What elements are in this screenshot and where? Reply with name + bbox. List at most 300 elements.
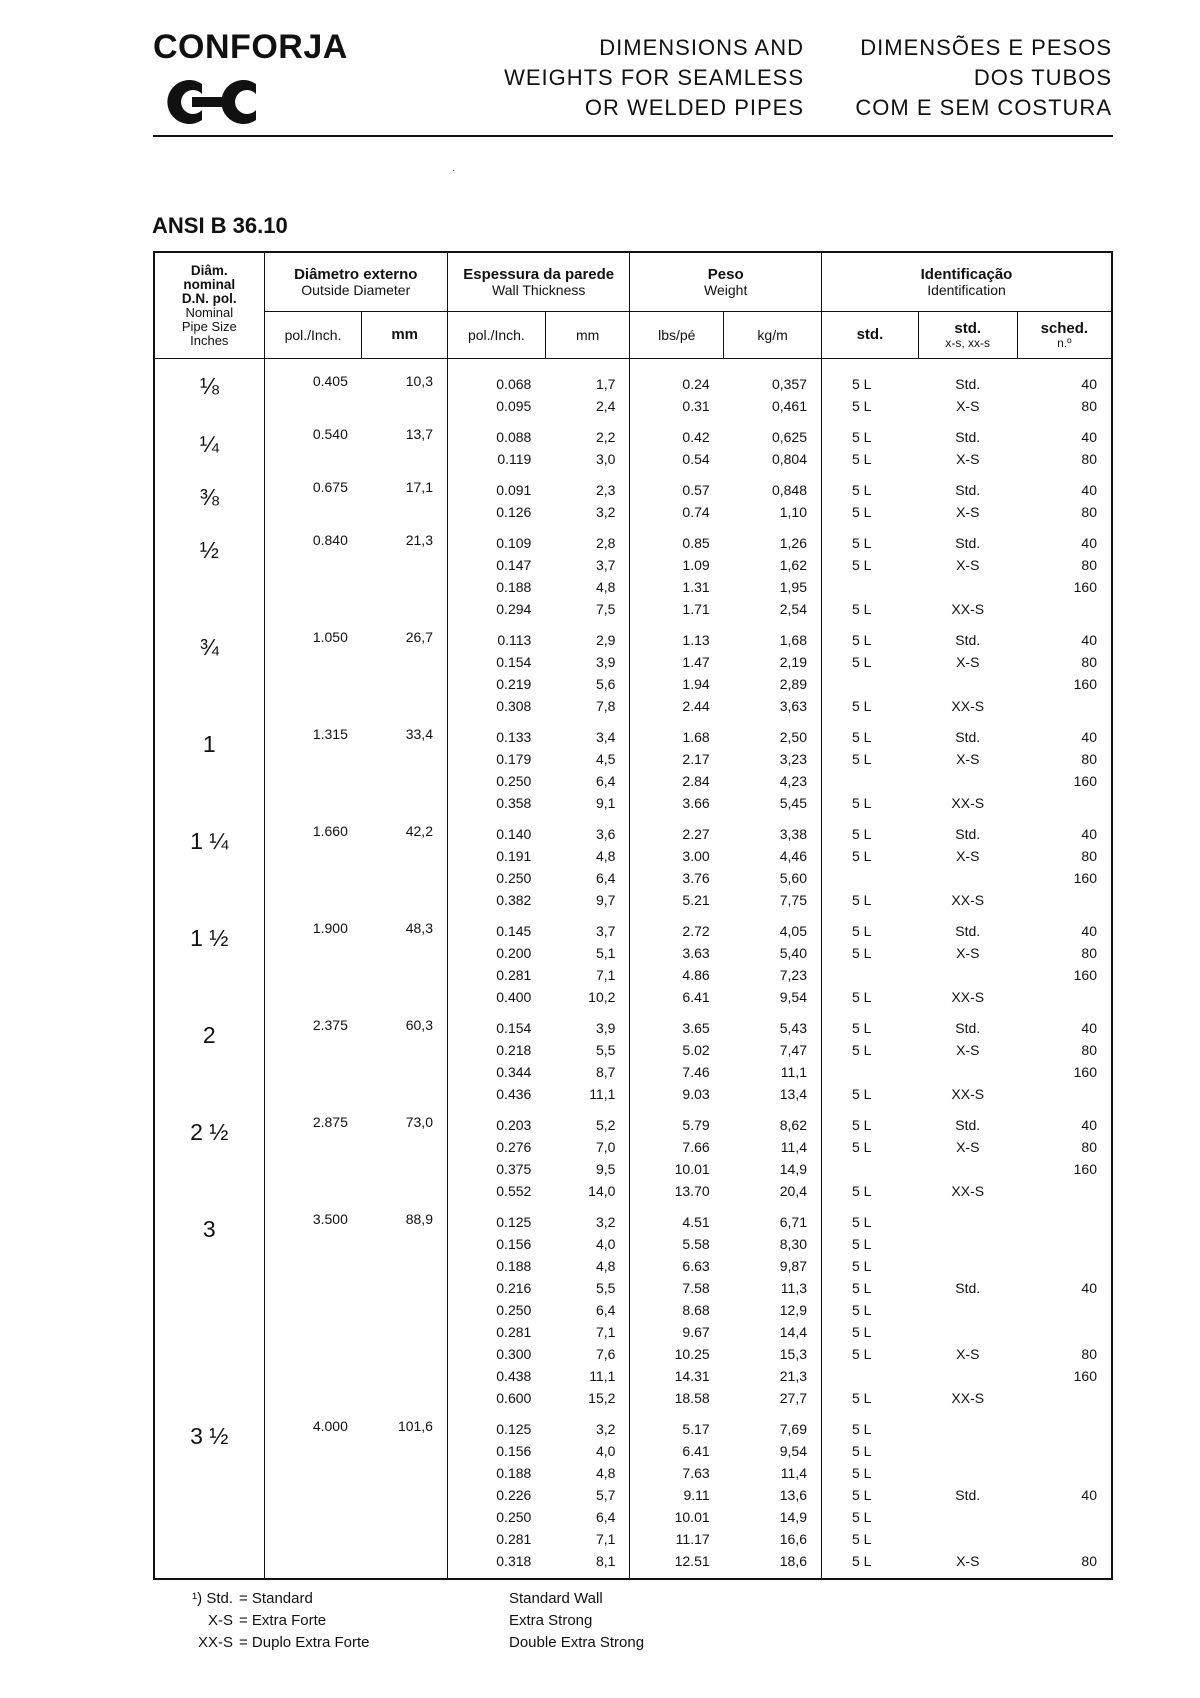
api-standard: 5 L (822, 845, 919, 867)
wall-thickness-inch: 0.156 (447, 1440, 545, 1462)
weight-lbs-ft: 1.94 (630, 673, 724, 695)
weight-kg-m: 5,43 (724, 1008, 822, 1039)
wall-thickness-mm: 2,3 (545, 470, 630, 501)
wall-thickness-inch: 0.179 (447, 748, 545, 770)
nominal-size: 2 ½ (154, 1105, 264, 1202)
footnotes (153, 1588, 644, 1654)
wall-identification: X-S (956, 1346, 980, 1362)
footnote-row (153, 1588, 644, 1610)
wall-thickness-inch: 0.140 (447, 814, 545, 845)
schedule-number: 80 (1017, 651, 1112, 673)
weight-lbs-ft: 0.74 (630, 501, 724, 523)
wall-identification: X-S (956, 1553, 980, 1569)
api-standard: 5 L (822, 942, 919, 964)
api-standard: 5 L (822, 1550, 919, 1579)
wall-identification: XX-S (951, 601, 985, 617)
weight-kg-m: 11,4 (724, 1136, 822, 1158)
weight-lbs-ft: 12.51 (630, 1550, 724, 1579)
wall-thickness-mm: 9,1 (545, 792, 630, 814)
weight-kg-m: 0,461 (724, 395, 822, 417)
weight-lbs-ft: 10.01 (630, 1506, 724, 1528)
api-standard: 5 L (822, 814, 919, 845)
wall-thickness-mm: 9,7 (545, 889, 630, 911)
wall-identification (918, 1409, 1017, 1440)
wall-thickness-inch: 0.113 (447, 620, 545, 651)
wall-thickness-inch: 0.216 (447, 1277, 545, 1299)
wall-thickness-inch: 0.250 (447, 1299, 545, 1321)
wall-thickness-inch: 0.147 (447, 554, 545, 576)
weight-kg-m: 9,54 (724, 1440, 822, 1462)
wall-identification: X-S (956, 654, 980, 670)
api-standard: 5 L (822, 501, 919, 523)
wall-thickness-mm: 15,2 (545, 1387, 630, 1409)
outside-diameter-mm: 88,9 (362, 1202, 448, 1409)
api-standard: 5 L (822, 792, 919, 814)
wall-identification: X-S (956, 557, 980, 573)
weight-lbs-ft: 3.65 (630, 1008, 724, 1039)
api-standard: 5 L (822, 889, 919, 911)
nominal-size: ½ (154, 523, 264, 620)
wall-identification (918, 1255, 1017, 1277)
weight-kg-m: 0,625 (724, 417, 822, 448)
footnote-portuguese: = Standard (239, 1590, 313, 1607)
outside-diameter-inch: 2.875 (264, 1105, 362, 1202)
weight-lbs-ft: 7.46 (630, 1061, 724, 1083)
footnote-english: Extra Strong (509, 1612, 593, 1629)
wall-thickness-inch: 0.154 (447, 651, 545, 673)
weight-kg-m: 5,60 (724, 867, 822, 889)
weight-kg-m: 3,63 (724, 695, 822, 717)
outside-diameter-inch: 4.000 (264, 1409, 362, 1579)
schedule-number: 40 (1017, 814, 1112, 845)
api-standard: 5 L (822, 1528, 919, 1550)
weight-kg-m: 4,05 (724, 911, 822, 942)
weight-lbs-ft: 6.41 (630, 1440, 724, 1462)
weight-kg-m: 11,1 (724, 1061, 822, 1083)
outside-diameter-mm: 13,7 (362, 417, 448, 470)
wall-thickness-inch: 0.145 (447, 911, 545, 942)
schedule-number: 80 (1017, 748, 1112, 770)
wall-thickness-inch: 0.300 (447, 1343, 545, 1365)
api-standard: 5 L (822, 1255, 919, 1277)
wall-thickness-inch: 0.156 (447, 1233, 545, 1255)
weight-lbs-ft: 9.11 (630, 1484, 724, 1506)
wall-thickness-inch: 0.091 (447, 470, 545, 501)
table-body (154, 359, 1112, 1580)
wall-identification: Std. (955, 632, 981, 648)
schedule-number: 40 (1017, 359, 1112, 396)
weight-lbs-ft: 14.31 (630, 1365, 724, 1387)
wall-thickness-inch: 0.188 (447, 1462, 545, 1484)
weight-kg-m: 3,38 (724, 814, 822, 845)
wall-thickness-mm: 6,4 (545, 867, 630, 889)
wall-identification: X-S (956, 751, 980, 767)
table-row (154, 1105, 1112, 1136)
api-standard: 5 L (822, 523, 919, 554)
schedule-number: 80 (1017, 395, 1112, 417)
wall-thickness-inch: 0.218 (447, 1039, 545, 1061)
table-row (154, 911, 1112, 942)
outside-diameter-inch: 2.375 (264, 1008, 362, 1105)
schedule-number (1017, 1462, 1112, 1484)
api-standard: 5 L (822, 417, 919, 448)
weight-kg-m: 4,46 (724, 845, 822, 867)
api-standard: 5 L (822, 717, 919, 748)
wall-thickness-inch: 0.400 (447, 986, 545, 1008)
schedule-number: 80 (1017, 1136, 1112, 1158)
weight-kg-m: 21,3 (724, 1365, 822, 1387)
weight-lbs-ft: 0.24 (630, 359, 724, 396)
api-standard: 5 L (822, 620, 919, 651)
wall-identification: XX-S (951, 989, 985, 1005)
wall-thickness-mm: 4,0 (545, 1440, 630, 1462)
schedule-number: 40 (1017, 620, 1112, 651)
weight-lbs-ft: 5.02 (630, 1039, 724, 1061)
nominal-size: 1 (154, 717, 264, 814)
schedule-number (1017, 1083, 1112, 1105)
nominal-size: 2 (154, 1008, 264, 1105)
wall-identification: X-S (956, 1139, 980, 1155)
wall-thickness-mm: 3,7 (545, 554, 630, 576)
api-standard (822, 770, 919, 792)
schedule-number (1017, 1233, 1112, 1255)
schedule-number: 80 (1017, 845, 1112, 867)
wall-identification (918, 1365, 1017, 1387)
footnote-key: XX-S (197, 1634, 233, 1651)
wall-thickness-mm: 2,9 (545, 620, 630, 651)
header-nominal-size: Diâm. nominal D.N. pol. Nominal Pipe Size Inches (154, 252, 264, 359)
api-standard: 5 L (822, 1180, 919, 1202)
weight-kg-m: 20,4 (724, 1180, 822, 1202)
wall-thickness-mm: 4,8 (545, 576, 630, 598)
weight-lbs-ft: 2.72 (630, 911, 724, 942)
wall-thickness-mm: 10,2 (545, 986, 630, 1008)
weight-kg-m: 14,9 (724, 1506, 822, 1528)
wall-identification: Std. (955, 826, 981, 842)
weight-kg-m: 15,3 (724, 1343, 822, 1365)
wall-thickness-inch: 0.188 (447, 1255, 545, 1277)
subheader-kg-m: kg/m (724, 312, 822, 359)
api-standard: 5 L (822, 1277, 919, 1299)
wall-identification: XX-S (951, 892, 985, 908)
header-rule (153, 135, 1113, 137)
wall-identification (918, 576, 1017, 598)
api-standard (822, 1158, 919, 1180)
wall-thickness-inch: 0.154 (447, 1008, 545, 1039)
wall-thickness-mm: 8,7 (545, 1061, 630, 1083)
header-identification: Identificação Identification (822, 252, 1113, 312)
weight-lbs-ft: 0.54 (630, 448, 724, 470)
footnote-english: Standard Wall (509, 1590, 603, 1607)
nominal-size: 3 ½ (154, 1409, 264, 1579)
weight-kg-m: 9,54 (724, 986, 822, 1008)
title-en-line: DIMENSIONS AND (599, 35, 804, 60)
outside-diameter-inch: 1.900 (264, 911, 362, 1008)
api-standard: 5 L (822, 1409, 919, 1440)
wall-thickness-inch: 0.250 (447, 1506, 545, 1528)
api-standard: 5 L (822, 1105, 919, 1136)
wall-thickness-inch: 0.250 (447, 770, 545, 792)
wall-thickness-inch: 0.125 (447, 1202, 545, 1233)
weight-lbs-ft: 9.67 (630, 1321, 724, 1343)
outside-diameter-mm: 26,7 (362, 620, 448, 717)
weight-lbs-ft: 5.58 (630, 1233, 724, 1255)
header-weight: Peso Weight (630, 252, 822, 312)
schedule-number (1017, 986, 1112, 1008)
wall-thickness-inch: 0.375 (447, 1158, 545, 1180)
subheader-wall-inch: pol./Inch. (447, 312, 545, 359)
api-standard: 5 L (822, 1506, 919, 1528)
title-portuguese (830, 33, 1112, 123)
table-row (154, 417, 1112, 448)
table-row (154, 814, 1112, 845)
schedule-number: 160 (1017, 673, 1112, 695)
subheader-od-inch: pol./Inch. (264, 312, 362, 359)
wall-identification: XX-S (951, 1086, 985, 1102)
weight-lbs-ft: 1.71 (630, 598, 724, 620)
wall-thickness-mm: 3,2 (545, 501, 630, 523)
schedule-number: 160 (1017, 1158, 1112, 1180)
wall-thickness-inch: 0.200 (447, 942, 545, 964)
api-standard: 5 L (822, 1202, 919, 1233)
wall-identification: Std. (955, 923, 981, 939)
wall-thickness-mm: 14,0 (545, 1180, 630, 1202)
weight-lbs-ft: 7.66 (630, 1136, 724, 1158)
weight-lbs-ft: 7.58 (630, 1277, 724, 1299)
outside-diameter-inch: 0.540 (264, 417, 362, 470)
weight-kg-m: 8,30 (724, 1233, 822, 1255)
header-wall-thickness: Espessura da parede Wall Thickness (447, 252, 629, 312)
weight-kg-m: 27,7 (724, 1387, 822, 1409)
schedule-number (1017, 1506, 1112, 1528)
table-row (154, 523, 1112, 554)
wall-thickness-mm: 2,2 (545, 417, 630, 448)
outside-diameter-mm: 42,2 (362, 814, 448, 911)
weight-kg-m: 4,23 (724, 770, 822, 792)
wall-thickness-mm: 7,8 (545, 695, 630, 717)
weight-lbs-ft: 5.17 (630, 1409, 724, 1440)
api-standard: 5 L (822, 1462, 919, 1484)
weight-kg-m: 1,26 (724, 523, 822, 554)
api-standard: 5 L (822, 470, 919, 501)
wall-thickness-mm: 3,9 (545, 1008, 630, 1039)
footnote-row (153, 1632, 644, 1654)
conforja-logo (152, 76, 258, 128)
outside-diameter-mm: 10,3 (362, 359, 448, 418)
wall-thickness-inch: 0.203 (447, 1105, 545, 1136)
wall-thickness-inch: 0.095 (447, 395, 545, 417)
weight-kg-m: 5,40 (724, 942, 822, 964)
weight-lbs-ft: 0.42 (630, 417, 724, 448)
weight-lbs-ft: 11.17 (630, 1528, 724, 1550)
weight-kg-m: 14,9 (724, 1158, 822, 1180)
table-row (154, 1409, 1112, 1440)
wall-identification: Std. (955, 729, 981, 745)
schedule-number: 80 (1017, 942, 1112, 964)
wall-identification: XX-S (951, 795, 985, 811)
wall-thickness-inch: 0.250 (447, 867, 545, 889)
schedule-number: 40 (1017, 417, 1112, 448)
wall-thickness-inch: 0.281 (447, 1528, 545, 1550)
weight-kg-m: 11,4 (724, 1462, 822, 1484)
weight-kg-m: 8,62 (724, 1105, 822, 1136)
schedule-number: 80 (1017, 501, 1112, 523)
wall-thickness-mm: 11,1 (545, 1365, 630, 1387)
weight-lbs-ft: 2.44 (630, 695, 724, 717)
weight-kg-m: 2,50 (724, 717, 822, 748)
wall-thickness-mm: 4,8 (545, 1255, 630, 1277)
table-row (154, 470, 1112, 501)
weight-kg-m: 16,6 (724, 1528, 822, 1550)
wall-identification (918, 1158, 1017, 1180)
weight-kg-m: 9,87 (724, 1255, 822, 1277)
wall-thickness-mm: 9,5 (545, 1158, 630, 1180)
weight-lbs-ft: 4.51 (630, 1202, 724, 1233)
wall-thickness-inch: 0.125 (447, 1409, 545, 1440)
api-standard: 5 L (822, 695, 919, 717)
schedule-number: 80 (1017, 448, 1112, 470)
table-row (154, 717, 1112, 748)
weight-lbs-ft: 7.63 (630, 1462, 724, 1484)
subheader-std: std. (822, 312, 919, 359)
schedule-number (1017, 1202, 1112, 1233)
api-standard: 5 L (822, 1136, 919, 1158)
wall-identification (918, 1233, 1017, 1255)
weight-kg-m: 2,89 (724, 673, 822, 695)
wall-identification (918, 964, 1017, 986)
weight-kg-m: 1,95 (724, 576, 822, 598)
weight-lbs-ft: 5.21 (630, 889, 724, 911)
weight-lbs-ft: 6.63 (630, 1255, 724, 1277)
weight-lbs-ft: 1.68 (630, 717, 724, 748)
brand-name: CONFORJA (153, 28, 348, 66)
outside-diameter-mm: 17,1 (362, 470, 448, 523)
outside-diameter-mm: 60,3 (362, 1008, 448, 1105)
api-standard: 5 L (822, 1343, 919, 1365)
schedule-number (1017, 889, 1112, 911)
api-standard: 5 L (822, 1008, 919, 1039)
api-standard (822, 964, 919, 986)
table-row (154, 620, 1112, 651)
schedule-number: 80 (1017, 1550, 1112, 1579)
wall-identification (918, 770, 1017, 792)
api-standard (822, 673, 919, 695)
wall-thickness-mm: 4,8 (545, 845, 630, 867)
weight-lbs-ft: 1.13 (630, 620, 724, 651)
weight-kg-m: 0,357 (724, 359, 822, 396)
wall-thickness-inch: 0.088 (447, 417, 545, 448)
weight-lbs-ft: 1.31 (630, 576, 724, 598)
nominal-size: 3 (154, 1202, 264, 1409)
wall-identification: Std. (955, 1020, 981, 1036)
title-en-line: WEIGHTS FOR SEAMLESS (504, 65, 804, 90)
weight-lbs-ft: 18.58 (630, 1387, 724, 1409)
weight-lbs-ft: 5.79 (630, 1105, 724, 1136)
nominal-size: ⅛ (154, 359, 264, 418)
wall-identification (918, 1299, 1017, 1321)
wall-identification: Std. (955, 1280, 981, 1296)
api-standard: 5 L (822, 911, 919, 942)
weight-kg-m: 3,23 (724, 748, 822, 770)
schedule-number: 40 (1017, 1484, 1112, 1506)
weight-kg-m: 1,68 (724, 620, 822, 651)
outside-diameter-inch: 0.840 (264, 523, 362, 620)
wall-identification: Std. (955, 482, 981, 498)
wall-thickness-inch: 0.119 (447, 448, 545, 470)
wall-thickness-inch: 0.219 (447, 673, 545, 695)
schedule-number: 40 (1017, 523, 1112, 554)
wall-thickness-inch: 0.438 (447, 1365, 545, 1387)
wall-thickness-inch: 0.191 (447, 845, 545, 867)
wall-thickness-mm: 5,6 (545, 673, 630, 695)
api-standard: 5 L (822, 651, 919, 673)
schedule-number: 80 (1017, 1343, 1112, 1365)
wall-thickness-mm: 2,4 (545, 395, 630, 417)
api-standard: 5 L (822, 1387, 919, 1409)
schedule-number: 40 (1017, 1008, 1112, 1039)
subheader-id-std: std. x-s, xx-s (918, 312, 1017, 359)
wall-identification (918, 1462, 1017, 1484)
table-row (154, 359, 1112, 396)
wall-identification: Std. (955, 1487, 981, 1503)
wall-thickness-mm: 4,0 (545, 1233, 630, 1255)
wall-identification: Std. (955, 1117, 981, 1133)
wall-thickness-mm: 2,8 (545, 523, 630, 554)
title-pt-line: DOS TUBOS (973, 65, 1112, 90)
wall-thickness-inch: 0.344 (447, 1061, 545, 1083)
weight-lbs-ft: 3.76 (630, 867, 724, 889)
schedule-number: 40 (1017, 911, 1112, 942)
wall-thickness-mm: 6,4 (545, 1506, 630, 1528)
wall-thickness-inch: 0.188 (447, 576, 545, 598)
title-en-line: OR WELDED PIPES (584, 95, 804, 120)
weight-lbs-ft: 3.00 (630, 845, 724, 867)
wall-thickness-mm: 7,0 (545, 1136, 630, 1158)
weight-lbs-ft: 10.01 (630, 1158, 724, 1180)
wall-thickness-mm: 7,5 (545, 598, 630, 620)
wall-thickness-mm: 6,4 (545, 1299, 630, 1321)
footnote-key: X-S (207, 1612, 233, 1629)
wall-thickness-inch: 0.308 (447, 695, 545, 717)
weight-kg-m: 2,54 (724, 598, 822, 620)
wall-thickness-mm: 4,5 (545, 748, 630, 770)
wall-thickness-inch: 0.600 (447, 1387, 545, 1409)
wall-thickness-mm: 7,1 (545, 964, 630, 986)
weight-lbs-ft: 4.86 (630, 964, 724, 986)
weight-lbs-ft: 0.31 (630, 395, 724, 417)
wall-thickness-inch: 0.436 (447, 1083, 545, 1105)
wall-identification: X-S (956, 504, 980, 520)
wall-identification: X-S (956, 1042, 980, 1058)
weight-lbs-ft: 9.03 (630, 1083, 724, 1105)
api-standard: 5 L (822, 1083, 919, 1105)
weight-lbs-ft: 2.27 (630, 814, 724, 845)
wall-thickness-mm: 5,7 (545, 1484, 630, 1506)
api-standard: 5 L (822, 598, 919, 620)
wall-thickness-inch: 0.276 (447, 1136, 545, 1158)
schedule-number: 80 (1017, 1039, 1112, 1061)
weight-kg-m: 7,23 (724, 964, 822, 986)
wall-thickness-mm: 4,8 (545, 1462, 630, 1484)
footnote-row (153, 1610, 644, 1632)
schedule-number (1017, 1528, 1112, 1550)
wall-thickness-mm: 3,2 (545, 1409, 630, 1440)
weight-lbs-ft: 1.47 (630, 651, 724, 673)
wall-thickness-mm: 1,7 (545, 359, 630, 396)
weight-kg-m: 11,3 (724, 1277, 822, 1299)
schedule-number (1017, 1255, 1112, 1277)
schedule-number: 160 (1017, 1365, 1112, 1387)
